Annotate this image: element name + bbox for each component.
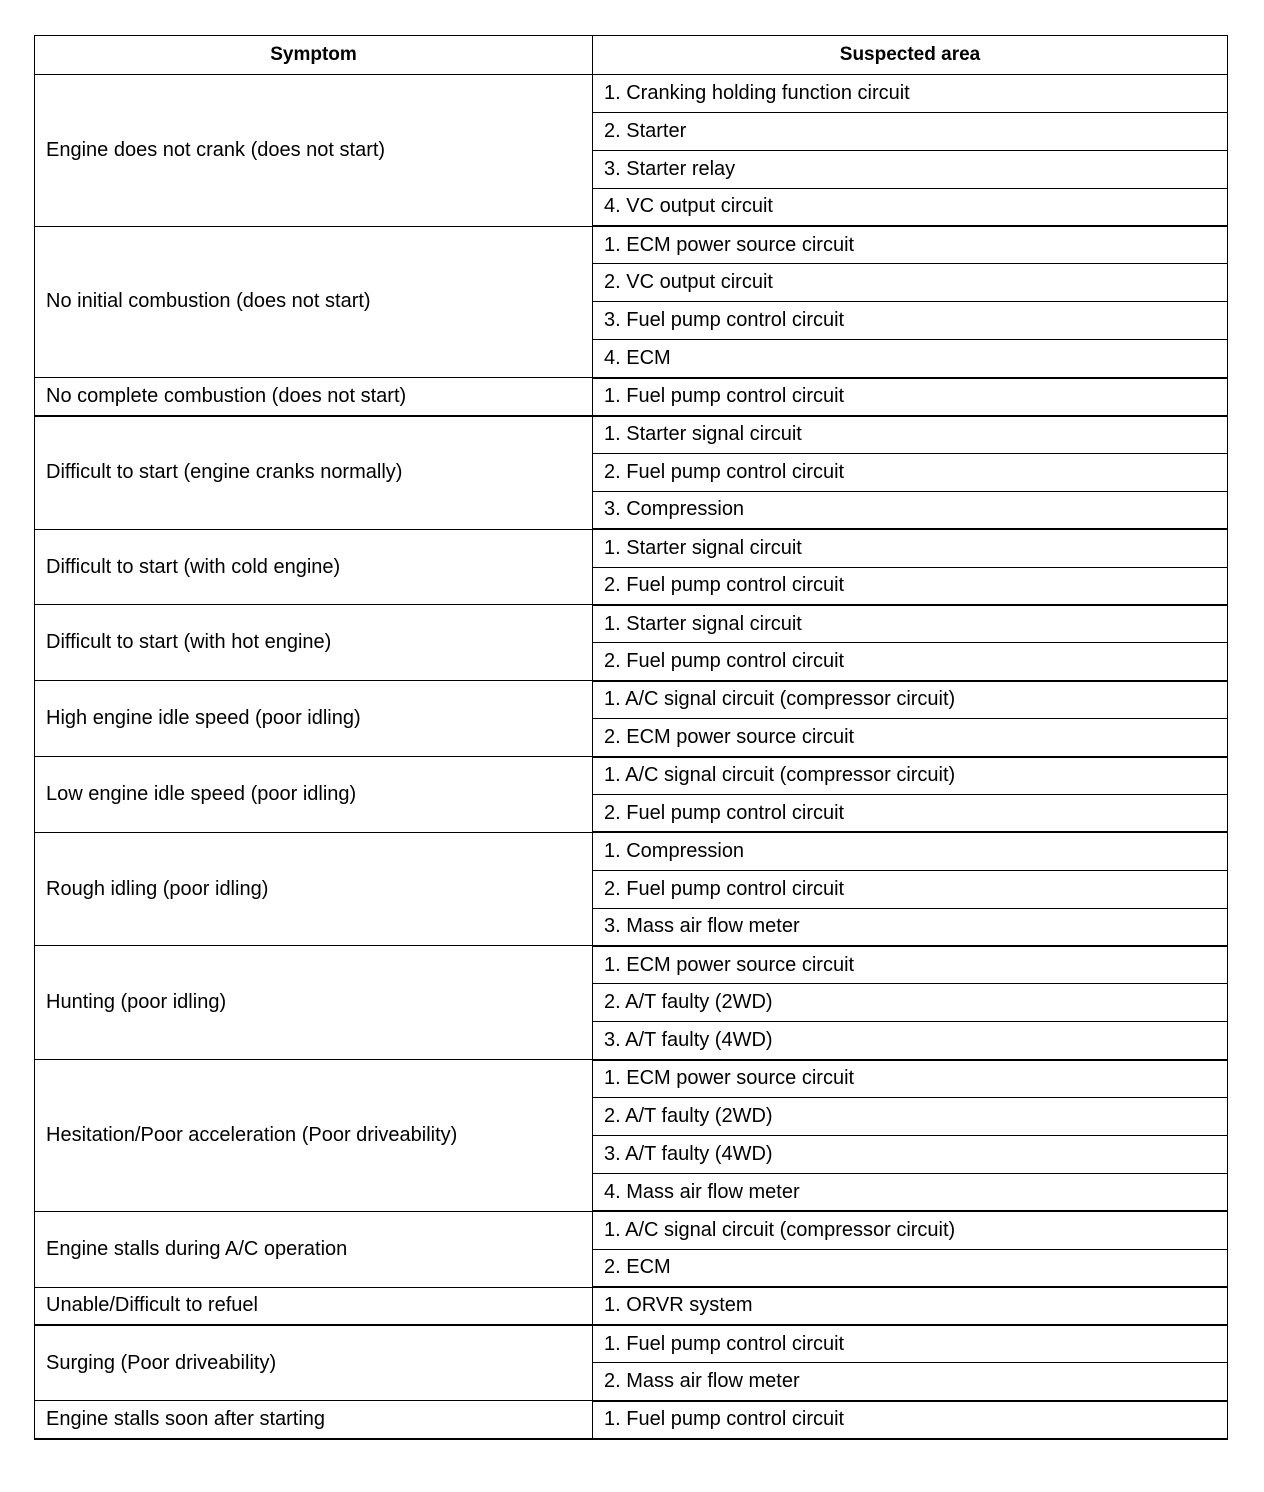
- suspected-area-cell: 1. Fuel pump control circuit: [593, 1325, 1228, 1363]
- symptom-cell: No initial combustion (does not start): [35, 226, 593, 378]
- suspected-area-cell: 1. Starter signal circuit: [593, 605, 1228, 643]
- table-row: [35, 226, 1228, 264]
- suspected-area-cell: 2. Starter: [593, 112, 1228, 150]
- suspected-area-cell: 1. Fuel pump control circuit: [593, 1401, 1228, 1439]
- table-row: [35, 946, 1228, 984]
- table-row: [35, 681, 1228, 719]
- suspected-area-cell: 1. ORVR system: [593, 1287, 1228, 1325]
- header-symptom: Symptom: [35, 36, 593, 75]
- symptom-cell: No complete combustion (does not start): [35, 378, 593, 416]
- suspected-area-cell: 1. Starter signal circuit: [593, 529, 1228, 567]
- table-header-row: [35, 36, 1228, 75]
- suspected-area-cell: 3. Fuel pump control circuit: [593, 302, 1228, 340]
- table-row: [35, 605, 1228, 643]
- suspected-area-cell: 1. Cranking holding function circuit: [593, 75, 1228, 113]
- suspected-area-cell: 1. A/C signal circuit (compressor circuit): [593, 757, 1228, 795]
- symptom-cell: Engine does not crank (does not start): [35, 75, 593, 227]
- suspected-area-cell: 4. ECM: [593, 340, 1228, 378]
- symptom-cell: Difficult to start (engine cranks normally): [35, 416, 593, 530]
- problem-symptoms-table: [34, 35, 1228, 1440]
- suspected-area-cell: 2. Fuel pump control circuit: [593, 643, 1228, 681]
- suspected-area-cell: 2. Fuel pump control circuit: [593, 870, 1228, 908]
- suspected-area-cell: 1. Fuel pump control circuit: [593, 378, 1228, 416]
- symptom-cell: Hunting (poor idling): [35, 946, 593, 1060]
- table-row: [35, 1325, 1228, 1363]
- suspected-area-cell: 2. Fuel pump control circuit: [593, 794, 1228, 832]
- table-row: [35, 1287, 1228, 1325]
- symptom-cell: Surging (Poor driveability): [35, 1325, 593, 1401]
- table-row: [35, 529, 1228, 567]
- table-row: [35, 1211, 1228, 1249]
- suspected-area-cell: 2. Mass air flow meter: [593, 1363, 1228, 1401]
- table-row: [35, 416, 1228, 454]
- suspected-area-cell: 2. VC output circuit: [593, 264, 1228, 302]
- table-row: [35, 832, 1228, 870]
- symptom-cell: Rough idling (poor idling): [35, 832, 593, 946]
- suspected-area-cell: 4. VC output circuit: [593, 188, 1228, 226]
- suspected-area-cell: 3. A/T faulty (4WD): [593, 1135, 1228, 1173]
- table-row: [35, 757, 1228, 795]
- table-row: [35, 1401, 1228, 1439]
- suspected-area-cell: 2. A/T faulty (2WD): [593, 984, 1228, 1022]
- suspected-area-cell: 1. ECM power source circuit: [593, 946, 1228, 984]
- suspected-area-cell: 4. Mass air flow meter: [593, 1173, 1228, 1211]
- symptom-cell: Hesitation/Poor acceleration (Poor driveability): [35, 1060, 593, 1212]
- suspected-area-cell: 2. A/T faulty (2WD): [593, 1098, 1228, 1136]
- symptom-cell: High engine idle speed (poor idling): [35, 681, 593, 757]
- suspected-area-cell: 3. A/T faulty (4WD): [593, 1022, 1228, 1060]
- suspected-area-cell: 1. ECM power source circuit: [593, 1060, 1228, 1098]
- problem-symptoms-table-container: [34, 35, 1227, 1440]
- suspected-area-cell: 1. Starter signal circuit: [593, 416, 1228, 454]
- symptom-cell: Unable/Difficult to refuel: [35, 1287, 593, 1325]
- table-row: [35, 75, 1228, 113]
- suspected-area-cell: 3. Compression: [593, 491, 1228, 529]
- suspected-area-cell: 2. Fuel pump control circuit: [593, 453, 1228, 491]
- suspected-area-cell: 3. Mass air flow meter: [593, 908, 1228, 946]
- symptom-cell: Low engine idle speed (poor idling): [35, 757, 593, 833]
- symptom-cell: Engine stalls soon after starting: [35, 1401, 593, 1439]
- suspected-area-cell: 2. Fuel pump control circuit: [593, 567, 1228, 605]
- suspected-area-cell: 2. ECM power source circuit: [593, 719, 1228, 757]
- table-row: [35, 378, 1228, 416]
- table-row: [35, 1060, 1228, 1098]
- suspected-area-cell: 1. ECM power source circuit: [593, 226, 1228, 264]
- symptom-cell: Difficult to start (with hot engine): [35, 605, 593, 681]
- header-suspected-area: Suspected area: [593, 36, 1228, 75]
- symptom-cell: Engine stalls during A/C operation: [35, 1211, 593, 1287]
- suspected-area-cell: 1. A/C signal circuit (compressor circuit): [593, 1211, 1228, 1249]
- suspected-area-cell: 3. Starter relay: [593, 150, 1228, 188]
- table-body: [35, 75, 1228, 1439]
- suspected-area-cell: 1. A/C signal circuit (compressor circuit): [593, 681, 1228, 719]
- suspected-area-cell: 1. Compression: [593, 832, 1228, 870]
- symptom-cell: Difficult to start (with cold engine): [35, 529, 593, 605]
- suspected-area-cell: 2. ECM: [593, 1249, 1228, 1287]
